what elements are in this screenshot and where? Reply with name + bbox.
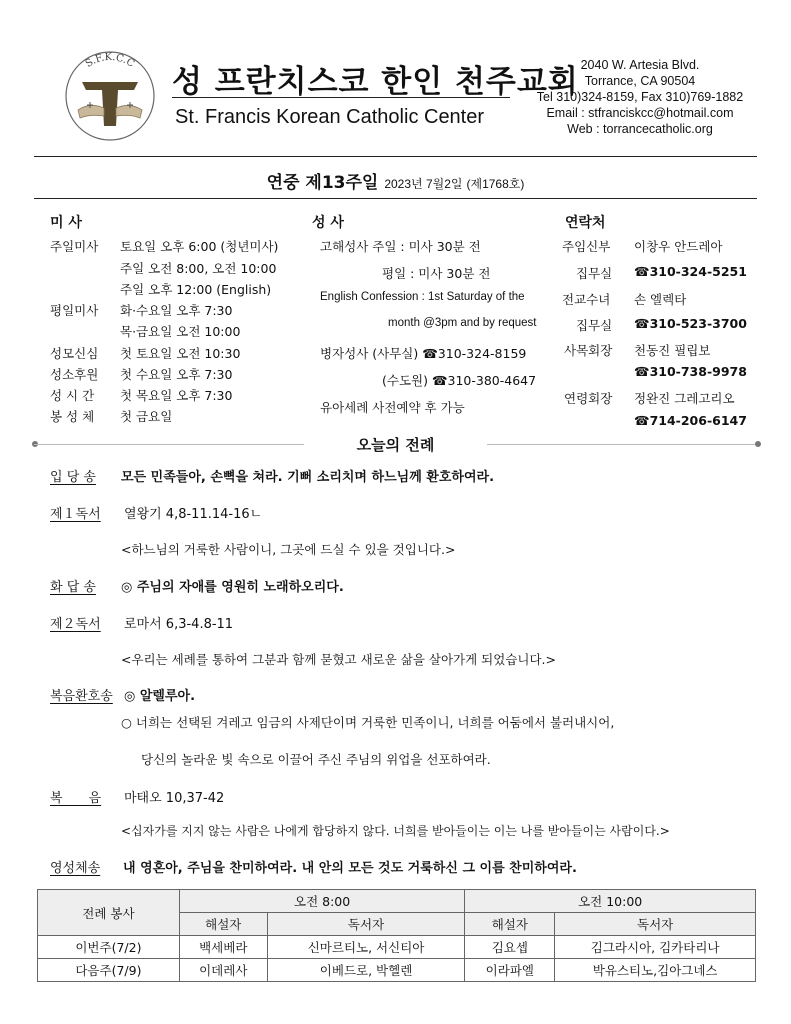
contact-phone[interactable]: ☎310-523-3700 — [634, 316, 747, 331]
svg-text:S.F.K.C.C — [84, 52, 137, 70]
reader-header: 독서자 — [555, 913, 756, 936]
contact-role: 전교수녀 — [562, 292, 611, 307]
contact-phone[interactable]: ☎310-324-5251 — [634, 264, 747, 279]
first-reading-label: 제１독서 — [50, 507, 101, 522]
contact-role: 집무실 — [576, 266, 613, 281]
entrance-antiphon: 모든 민족들아, 손뼉을 쳐라. 기뻐 소리치며 하느님께 환호하여라. — [121, 470, 495, 485]
reader-header: 독서자 — [267, 913, 465, 936]
first-reading-quote: <하느님의 거룩한 사람이니, 그곳에 드실 수 있을 것입니다.> — [121, 542, 456, 557]
church-title-english: St. Francis Korean Catholic Center — [175, 106, 485, 128]
website[interactable]: Web : torrancecatholic.org — [567, 122, 713, 136]
header-divider — [34, 156, 757, 157]
address-line-2: Torrance, CA 90504 — [584, 74, 696, 88]
alleluia-verse-2: 당신의 놀라운 빛 속으로 이끌어 주신 주님의 위업을 선포하여라. — [141, 752, 491, 767]
divider-dot — [755, 441, 761, 447]
alleluia-verse-1: ○ 너희는 선택된 겨레고 임금의 사제단이며 거룩한 민족이니, 너희를 어둠에서 불러내시어, — [121, 715, 615, 730]
title-divider — [172, 97, 510, 98]
commentator-cell: 이데레사 — [179, 959, 267, 982]
mass-label: 평일미사 — [50, 303, 99, 318]
gospel-ref: 마태오 10,37-42 — [124, 791, 225, 806]
mass-value: 주일 오전 8:00, 오전 10:00 — [120, 261, 277, 276]
contact-value: 천동진 필립보 — [634, 343, 711, 358]
mass-value: 첫 목요일 오후 7:30 — [120, 388, 233, 403]
english-confession-detail: month @3pm and by request — [388, 317, 537, 329]
anointing-office: 병자성사 (사무실) ☎310-324-8159 — [320, 346, 527, 361]
english-confession: English Confession : 1st Saturday of the — [320, 291, 525, 303]
first-reading-ref: 열왕기 4,8-11.14-16ㄴ — [124, 507, 263, 522]
address-line-1: 2040 W. Artesia Blvd. — [580, 58, 700, 72]
gospel-label: 복 음 — [50, 791, 102, 806]
contacts-heading: 연락처 — [565, 215, 606, 231]
second-reading-ref: 로마서 6,3-4.8-11 — [124, 617, 234, 632]
mass-10am-header: 오전 10:00 — [465, 890, 756, 913]
mass-value: 토요일 오후 6:00 (청년미사) — [120, 239, 279, 254]
commentator-header: 해설자 — [179, 913, 267, 936]
commentator-header: 해설자 — [465, 913, 555, 936]
mass-value: 첫 금요일 — [120, 409, 173, 424]
church-title-korean: 성 프란치스코 한인 천주교회 — [172, 64, 579, 100]
contact-role: 사목회장 — [564, 343, 613, 358]
contact-role: 주임신부 — [562, 239, 611, 254]
mass-label: 성 시 간 — [50, 388, 95, 403]
entrance-antiphon-label: 입 당 송 — [50, 470, 96, 485]
confession-weekday: 평일 : 미사 30분 전 — [382, 266, 491, 281]
contact-role: 연령회장 — [564, 391, 613, 406]
sunday-name: 연중 제13주일 — [266, 173, 379, 193]
mass-label: 성소후원 — [50, 367, 99, 382]
liturgy-divider-right — [487, 444, 757, 445]
phone-fax: Tel 310)324-8159, Fax 310)769-1882 — [536, 90, 744, 104]
alleluia: ◎ 알렐루아. — [124, 689, 196, 704]
mass-heading: 미 사 — [50, 215, 82, 231]
bulletin-date: 2023년 7월2일 — [384, 177, 463, 191]
alleluia-label: 복음환호송 — [50, 689, 113, 704]
contact-phone[interactable]: ☎714-206-6147 — [634, 413, 747, 428]
table-row — [38, 959, 756, 982]
mass-value: 화·수요일 오후 7:30 — [120, 303, 233, 318]
gospel-quote: <십자가를 지지 않는 사람은 나에게 합당하지 않다. 너희를 받아들이는 이는 나를 받아들이는 사람이다.> — [121, 824, 670, 838]
mass-value: 목·금요일 오전 10:00 — [120, 324, 241, 339]
mass-value: 첫 수요일 오후 7:30 — [120, 367, 233, 382]
mass-label: 주일미사 — [50, 239, 99, 254]
psalm-label: 화 답 송 — [50, 580, 96, 595]
mass-value: 첫 토요일 오전 10:30 — [120, 346, 241, 361]
mass-label: 성모신심 — [50, 346, 99, 361]
contact-role: 집무실 — [576, 318, 613, 333]
reader-cell: 이베드로, 박헬렌 — [267, 959, 465, 982]
second-reading-label: 제２독서 — [50, 617, 101, 632]
service-roster-table — [37, 889, 756, 982]
responsorial-psalm: ◎ 주님의 자애를 영원히 노래하오리다. — [121, 580, 344, 595]
issue-number: (제1768호) — [466, 177, 525, 191]
commentator-cell: 김요셉 — [465, 936, 555, 959]
communion-antiphon-label: 영성체송 — [50, 861, 101, 876]
infant-baptism: 유아세례 사전예약 후 가능 — [320, 400, 465, 415]
communion-antiphon: 내 영혼아, 주님을 찬미하여라. 내 안의 모든 것도 거룩하신 그 이름 찬미하여라. — [123, 861, 577, 876]
reader-cell: 김그라시아, 김카타리나 — [555, 936, 756, 959]
mass-value: 주일 오후 12:00 (English) — [120, 282, 272, 297]
mass-label: 봉 성 체 — [50, 409, 95, 424]
email[interactable]: Email : stfranciskcc@hotmail.com — [546, 106, 734, 120]
bulletin-heading — [0, 168, 791, 193]
church-logo — [60, 44, 160, 144]
table-corner: 전례 봉사 — [38, 890, 180, 936]
contact-value: 이창우 안드레아 — [634, 239, 723, 254]
confession-sunday: 고해성사 주일 : 미사 30분 전 — [320, 239, 481, 254]
second-reading-quote: <우리는 세례를 통하여 그분과 함께 묻혔고 새로운 삶을 살아가게 되었습니다.> — [121, 652, 557, 667]
week-cell: 이번주(7/2) — [38, 936, 180, 959]
contact-phone[interactable]: ☎310-738-9978 — [634, 364, 747, 379]
liturgy-title: 오늘의 전례 — [356, 436, 435, 454]
reader-cell: 박유스티노,김아그네스 — [555, 959, 756, 982]
contact-value: 정완진 그레고리오 — [634, 391, 735, 406]
commentator-cell: 백세베라 — [179, 936, 267, 959]
section-divider — [34, 198, 757, 199]
anointing-convent: (수도원) ☎310-380-4647 — [382, 373, 537, 388]
contact-value: 손 엘렉타 — [634, 292, 687, 307]
reader-cell: 신마르티노, 서신티아 — [267, 936, 465, 959]
commentator-cell: 이라파엘 — [465, 959, 555, 982]
table-header-row — [38, 890, 756, 913]
sacraments-heading: 성 사 — [312, 215, 344, 231]
logo-text: S.F.K.C.C — [83, 51, 137, 70]
mass-8am-header: 오전 8:00 — [179, 890, 465, 913]
week-cell: 다음주(7/9) — [38, 959, 180, 982]
table-row — [38, 936, 756, 959]
